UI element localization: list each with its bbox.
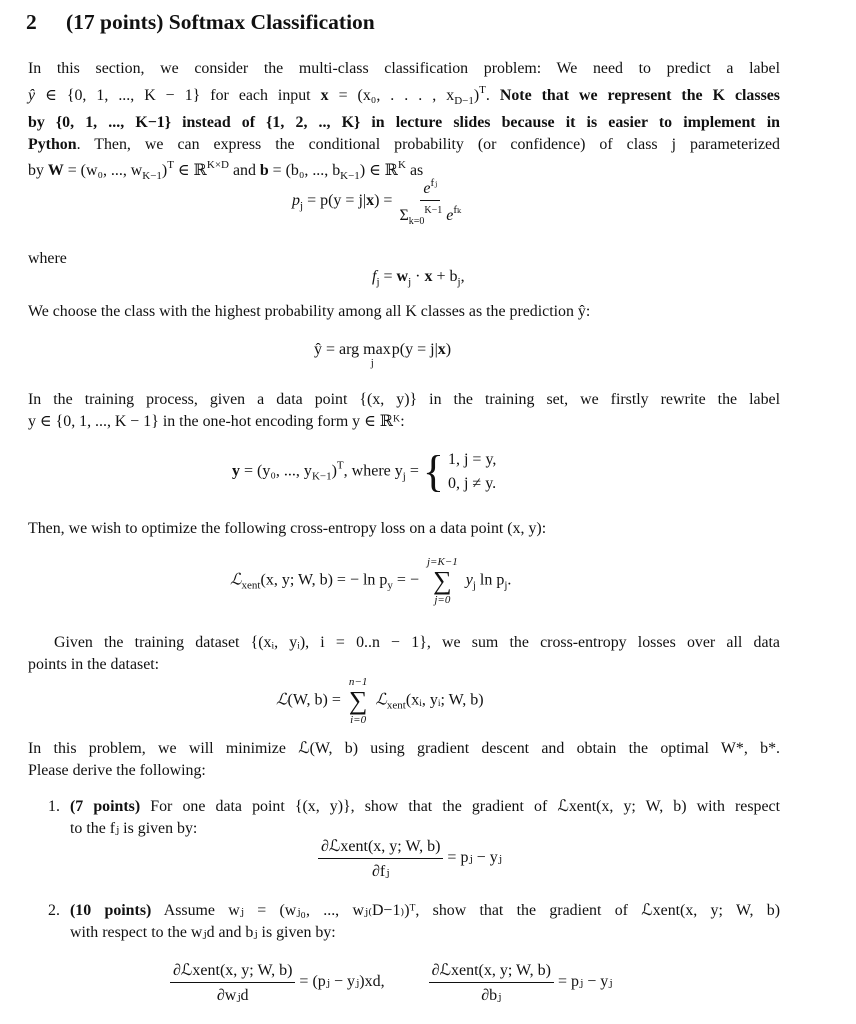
dataset-paragraph	[28, 632, 780, 675]
intro-line-4: Python. Then, we can express the conditional probability (or confidence) of class j parameterized	[28, 135, 780, 153]
section-number: 2	[26, 10, 37, 34]
training-line-1: In the training process, given a data point {(x, y)} in the training set, we firstly rewrite the label	[28, 391, 780, 408]
total-loss-equation: ℒ(W, b) = n−1 ∑ i=0 ℒ$_{xent}$(xᵢ, yᵢ; W, b)	[276, 676, 484, 726]
item-1-line-2: to the fⱼ is given by:	[70, 819, 198, 837]
intro-line-2: ŷ ∈ {0, 1, ..., K − 1} for each input x = (x₀, . . . , $x_{D-1})^T$. Note that we represent the K classes	[28, 83, 780, 107]
training-paragraph	[28, 389, 780, 432]
softmax-equation: $p_j = p(y = j|x)$ = $\frac{e^{fⱼ}}{\Sigma_{k=0}^{K-1} e^{f_k}}$	[0, 176, 856, 227]
xent-sum: j=K−1 ∑ j=0	[426, 556, 458, 606]
cases-brace: {	[422, 447, 444, 496]
intro-line-1: In this section, we consider the multi-class classification problem: We need to predict a label	[28, 60, 780, 77]
item-1-equation: $\frac{\text{∂ℒxent(x, y; W, b)}}{\text{∂fⱼ}}$ = pⱼ − yⱼ	[0, 836, 856, 881]
onehot-equation: y = (y₀, ..., $y_{K-1})^T$, where $y_j$ = { 1, j = y, 0, j ≠ y.	[232, 447, 497, 496]
argmax-equation: ŷ = arg $\max_j p(y = j|x)$	[314, 341, 452, 369]
section-title: (17 points) Softmax Classification	[66, 10, 375, 34]
dataset-line-2: points in the dataset:	[28, 655, 160, 673]
item-marker: 2.	[48, 902, 60, 919]
intro-line-3: by {0, 1, ..., K−1} instead of {1, 2, .., K} in lecture slides because it is easier to implement in	[28, 114, 780, 131]
question-item-2	[48, 900, 780, 943]
item-marker: 1.	[48, 798, 60, 815]
intro-paragraph	[28, 58, 780, 188]
item-1-line-1: (7 points) For one data point {(x, y)}, show that the gradient of ℒxent(x, y; W, b) with respect	[70, 798, 780, 815]
choose-text: We choose the class with the highest probability among all K classes as the prediction ŷ:	[28, 303, 591, 320]
xent-intro: Then, we wish to optimize the following cross-entropy loss on a data point (x, y):	[28, 520, 547, 537]
training-line-2: y ∈ {0, 1, ..., K − 1} in the one-hot encoding form y ∈ ℝᴷ:	[28, 412, 405, 430]
softmax-fraction: $\frac{e^{fⱼ}}{\Sigma_{k=0}^{K-1} e^{f_k}}$	[399, 177, 462, 227]
linear-equation: $f_j = w_j \cdot x + b_j$,	[372, 268, 465, 288]
item-2-equations: $\frac{\text{∂ℒxent(x, y; W, b)}}{\text{∂wⱼd}}$ = (pⱼ − yⱼ)xd, $\frac{\text{∂ℒxent(x, y; W, b)}}{\text{∂bⱼ}}$ = pⱼ − yⱼ	[0, 960, 856, 1005]
section-heading	[26, 10, 375, 35]
question-item-1	[48, 796, 780, 839]
dataset-line-1: Given the training dataset {(xᵢ, yᵢ), i = 0..n − 1}, we sum the cross-entropy losses over all data	[54, 634, 780, 651]
intro-line-5: by W = (w₀, ..., $w_{K-1})^T$ ∈ ℝ$^{K\times D}$ and b = (b₀, ..., $b_{K-1}$) ∈ ℝ$^K$ as	[28, 159, 424, 182]
minimize-paragraph	[28, 738, 780, 781]
minimize-line-1: In this problem, we will minimize ℒ(W, b) using gradient descent and obtain the optimal W*, b*.	[28, 740, 780, 757]
total-sum: n−1 ∑ i=0	[348, 676, 368, 726]
minimize-line-2: Please derive the following:	[28, 761, 206, 779]
xent-equation: ℒ$_{xent}$(x, y; W, b) = − $\ln p_y$ = − j=K−1 ∑ j=0 $y_j$ $\ln p_j$.	[230, 556, 512, 606]
where-label: where	[28, 250, 67, 267]
onehot-cases: 1, j = y, 0, j ≠ y.	[447, 451, 497, 492]
item-2-line-2: with respect to the wⱼd and bⱼ is given by:	[70, 923, 336, 941]
item-2-line-1: (10 points) Assume wⱼ = (wⱼ₀, ..., wⱼ₍D−1₎)ᵀ, show that the gradient of ℒxent(x, y; W, b)	[70, 902, 780, 919]
